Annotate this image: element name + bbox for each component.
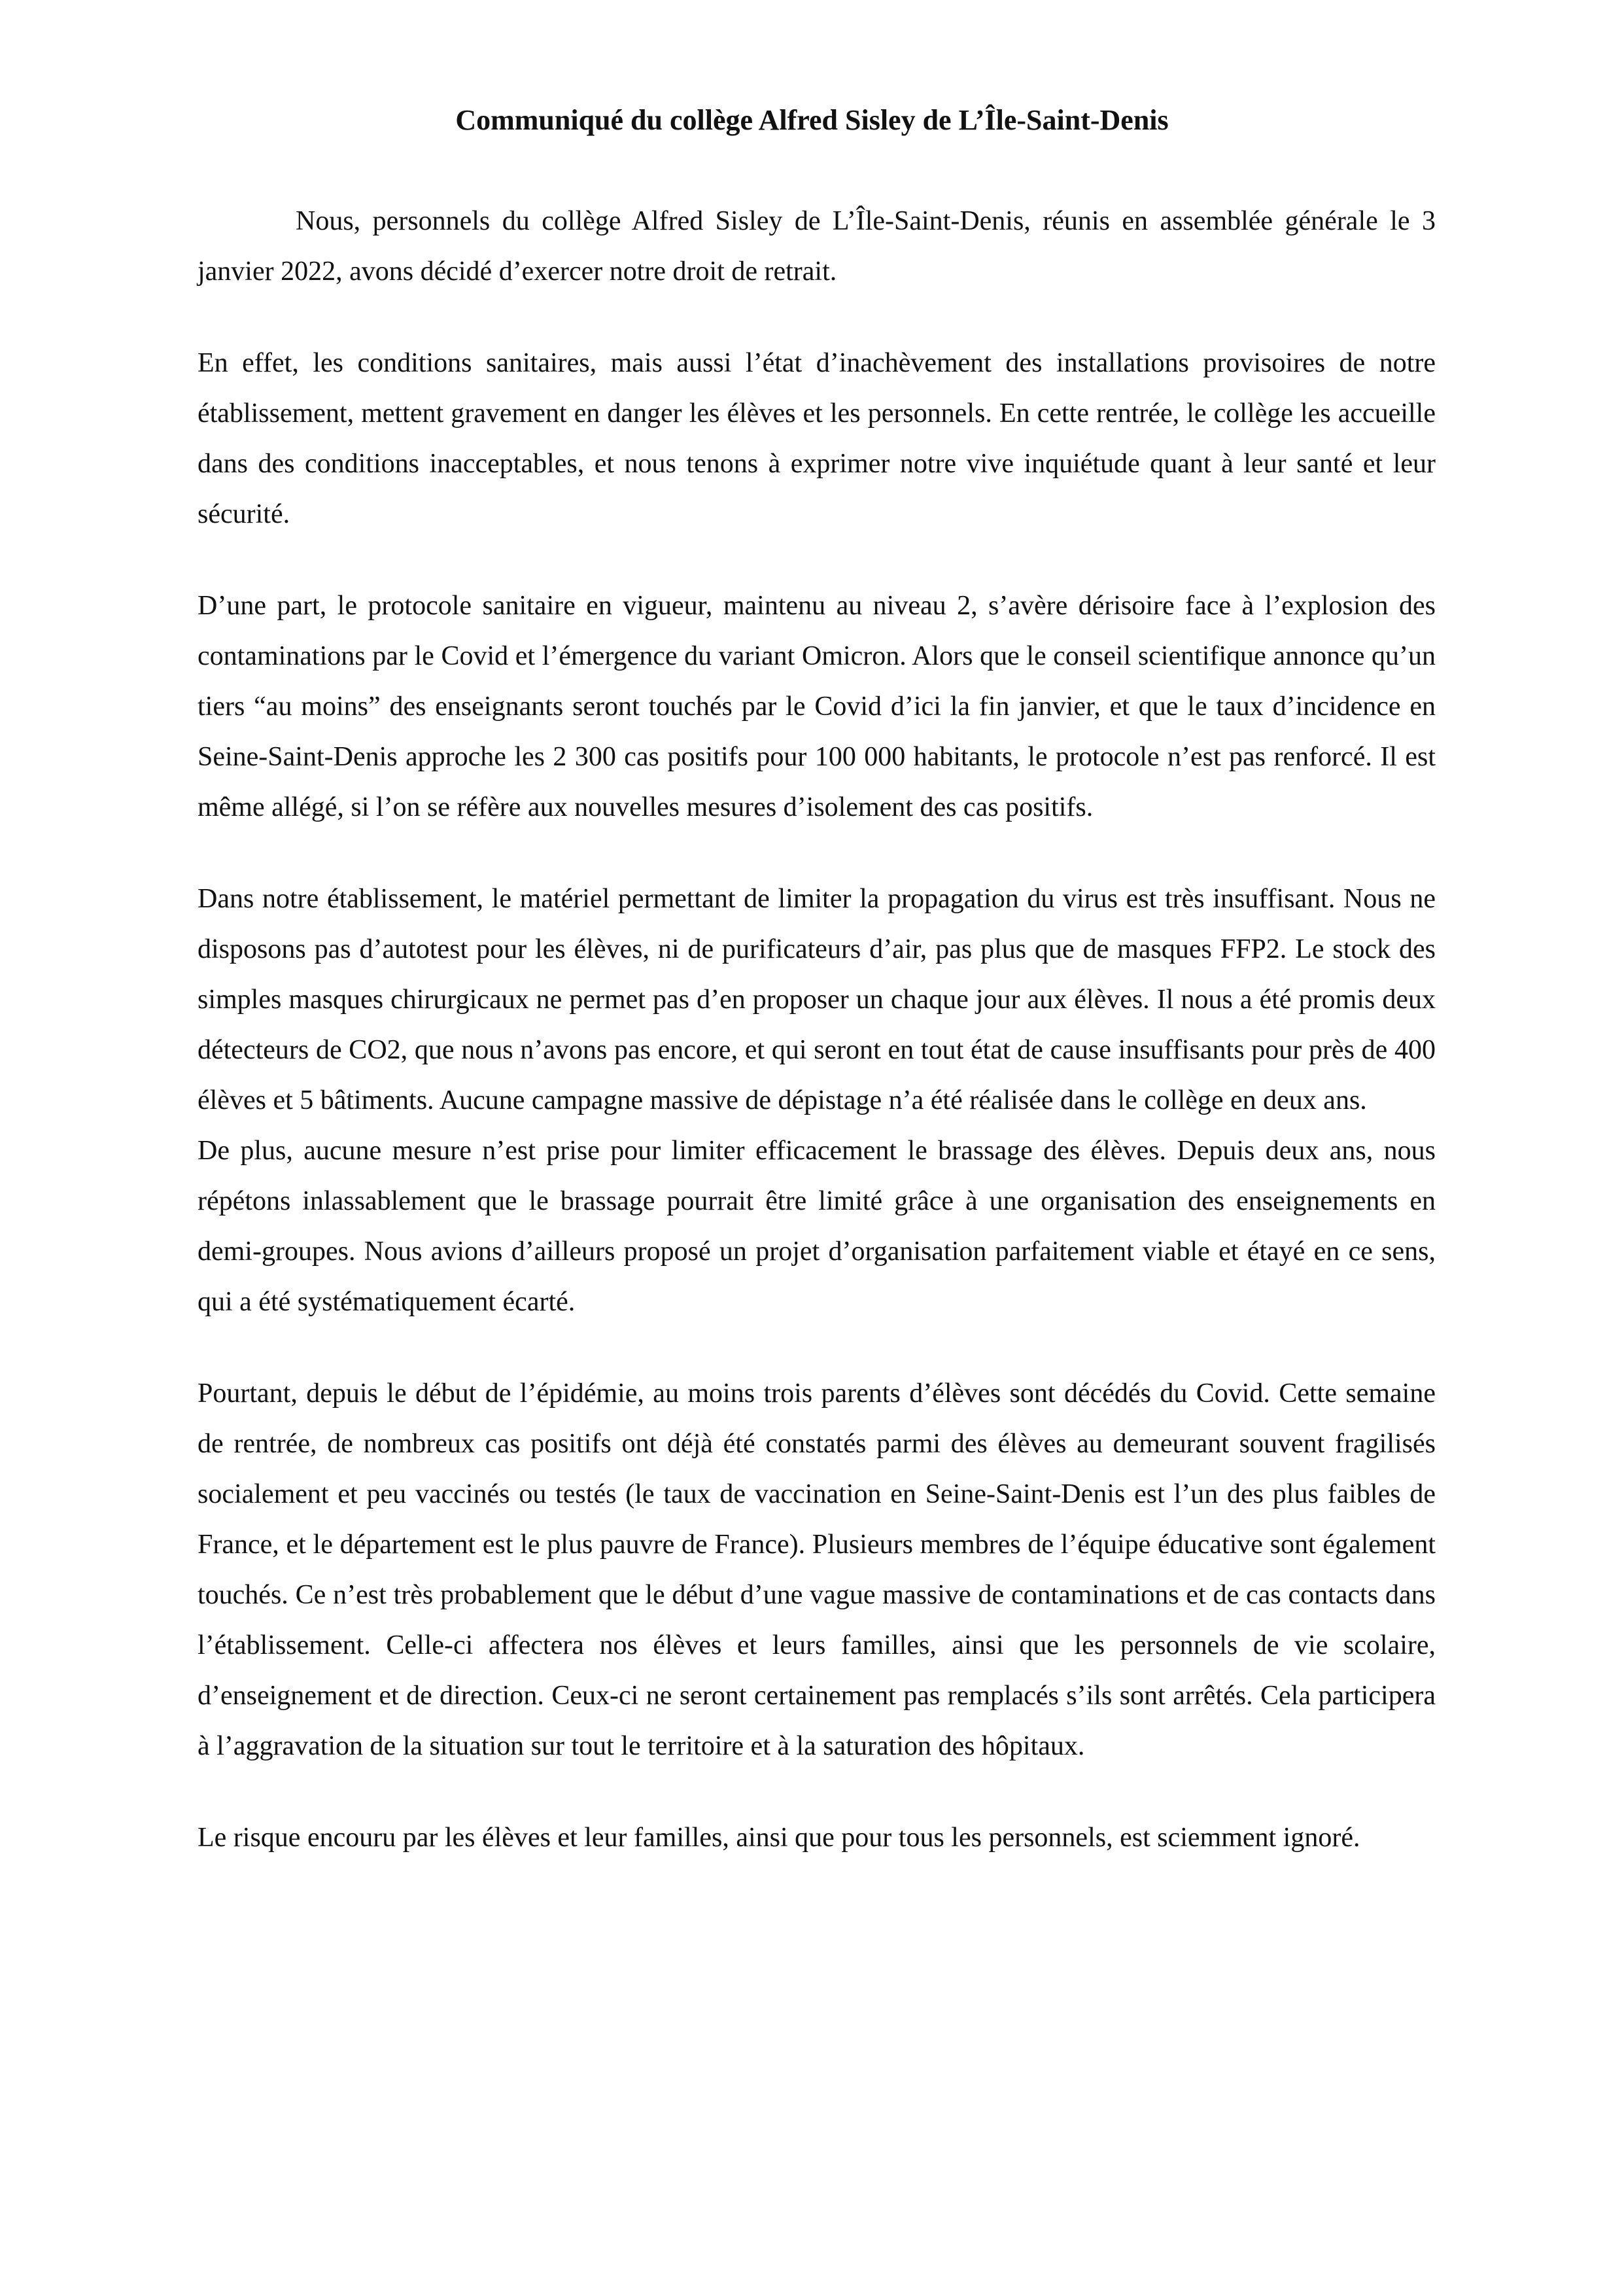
document-title: Communiqué du collège Alfred Sisley de L’Île-Saint-Denis — [455, 104, 1169, 136]
paragraph-protocol: D’une part, le protocole sanitaire en vigueur, maintenu au niveau 2, s’avère dérisoire face à l’explosion des contaminations par le Covid et l’émergence du variant Omicron. Alors que le conseil scientifique annonce qu’un tiers “au moins” des enseignants seront touchés par le Covid d’ici la fin janvier, et que le taux d’incidence en Seine-Saint-Denis approche les 2 300 cas positifs pour 100 000 habitants, le protocole n’est pas renforcé. Il est même allégé, si l’on se réfère aux nouvelles mesures d’isolement des cas positifs. — [198, 591, 1436, 822]
paragraph-conditions: En effet, les conditions sanitaires, mais aussi l’état d’inachèvement des installations provisoires de notre établissement, mettent gravement en danger les élèves et les personnels. En cette rentrée, le collège les accueille dans des conditions inacceptables, et nous tenons à exprimer notre vive inquiétude quant à leur santé et leur sécurité. — [198, 348, 1436, 529]
paragraph-equipment: Dans notre établissement, le matériel permettant de limiter la propagation du virus est très insuffisant. Nous ne disposons pas d’autotest pour les élèves, ni de purificateurs d’air, pas plus que de masques FFP2. Le stock des simples masques chirurgicaux ne permet pas d’en proposer un chaque jour aux élèves. Il nous a été promis deux détecteurs de CO2, que nous n’avons pas encore, et qui seront en tout état de cause insuffisants pour près de 400 élèves et 5 bâtiments. Aucune campagne massive de dépistage n’a été réalisée dans le collège en deux ans. — [198, 884, 1436, 1115]
document-body — [198, 196, 1436, 1863]
paragraph-intro: Nous, personnels du collège Alfred Sisley de L’Île-Saint-Denis, réunis en assemblée générale le 3 janvier 2022, avons décidé d’exercer notre droit de retrait. — [198, 206, 1436, 287]
paragraph-risk: Le risque encouru par les élèves et leur familles, ainsi que pour tous les personnels, est sciemment ignoré. — [198, 1823, 1360, 1853]
paragraph-mixing: De plus, aucune mesure n’est prise pour limiter efficacement le brassage des élèves. Depuis deux ans, nous répétons inlassablement que le brassage pourrait être limité grâce à une organisation des enseignements en demi-groupes. Nous avions d’ailleurs proposé un projet d’organisation parfaitement viable et étayé en ce sens, qui a été systématiquement écarté. — [198, 1136, 1436, 1317]
paragraph-cases: Pourtant, depuis le début de l’épidémie, au moins trois parents d’élèves sont décédés du Covid. Cette semaine de rentrée, de nombreux cas positifs ont déjà été constatés parmi des élèves au demeurant souvent fragilisés socialement et peu vaccinés ou testés (le taux de vaccination en Seine-Saint-Denis est l’un des plus faibles de France, et le département est le plus pauvre de France). Plusieurs membres de l’équipe éducative sont également touchés. Ce n’est très probablement que le début d’une vague massive de contaminations et de cas contacts dans l’établissement. Celle-ci affectera nos élèves et leurs familles, ainsi que les personnels de vie scolaire, d’enseignement et de direction. Ceux-ci ne seront certainement pas remplacés s’ils sont arrêtés. Cela participera à l’aggravation de la situation sur tout le territoire et à la saturation des hôpitaux. — [198, 1378, 1436, 1761]
